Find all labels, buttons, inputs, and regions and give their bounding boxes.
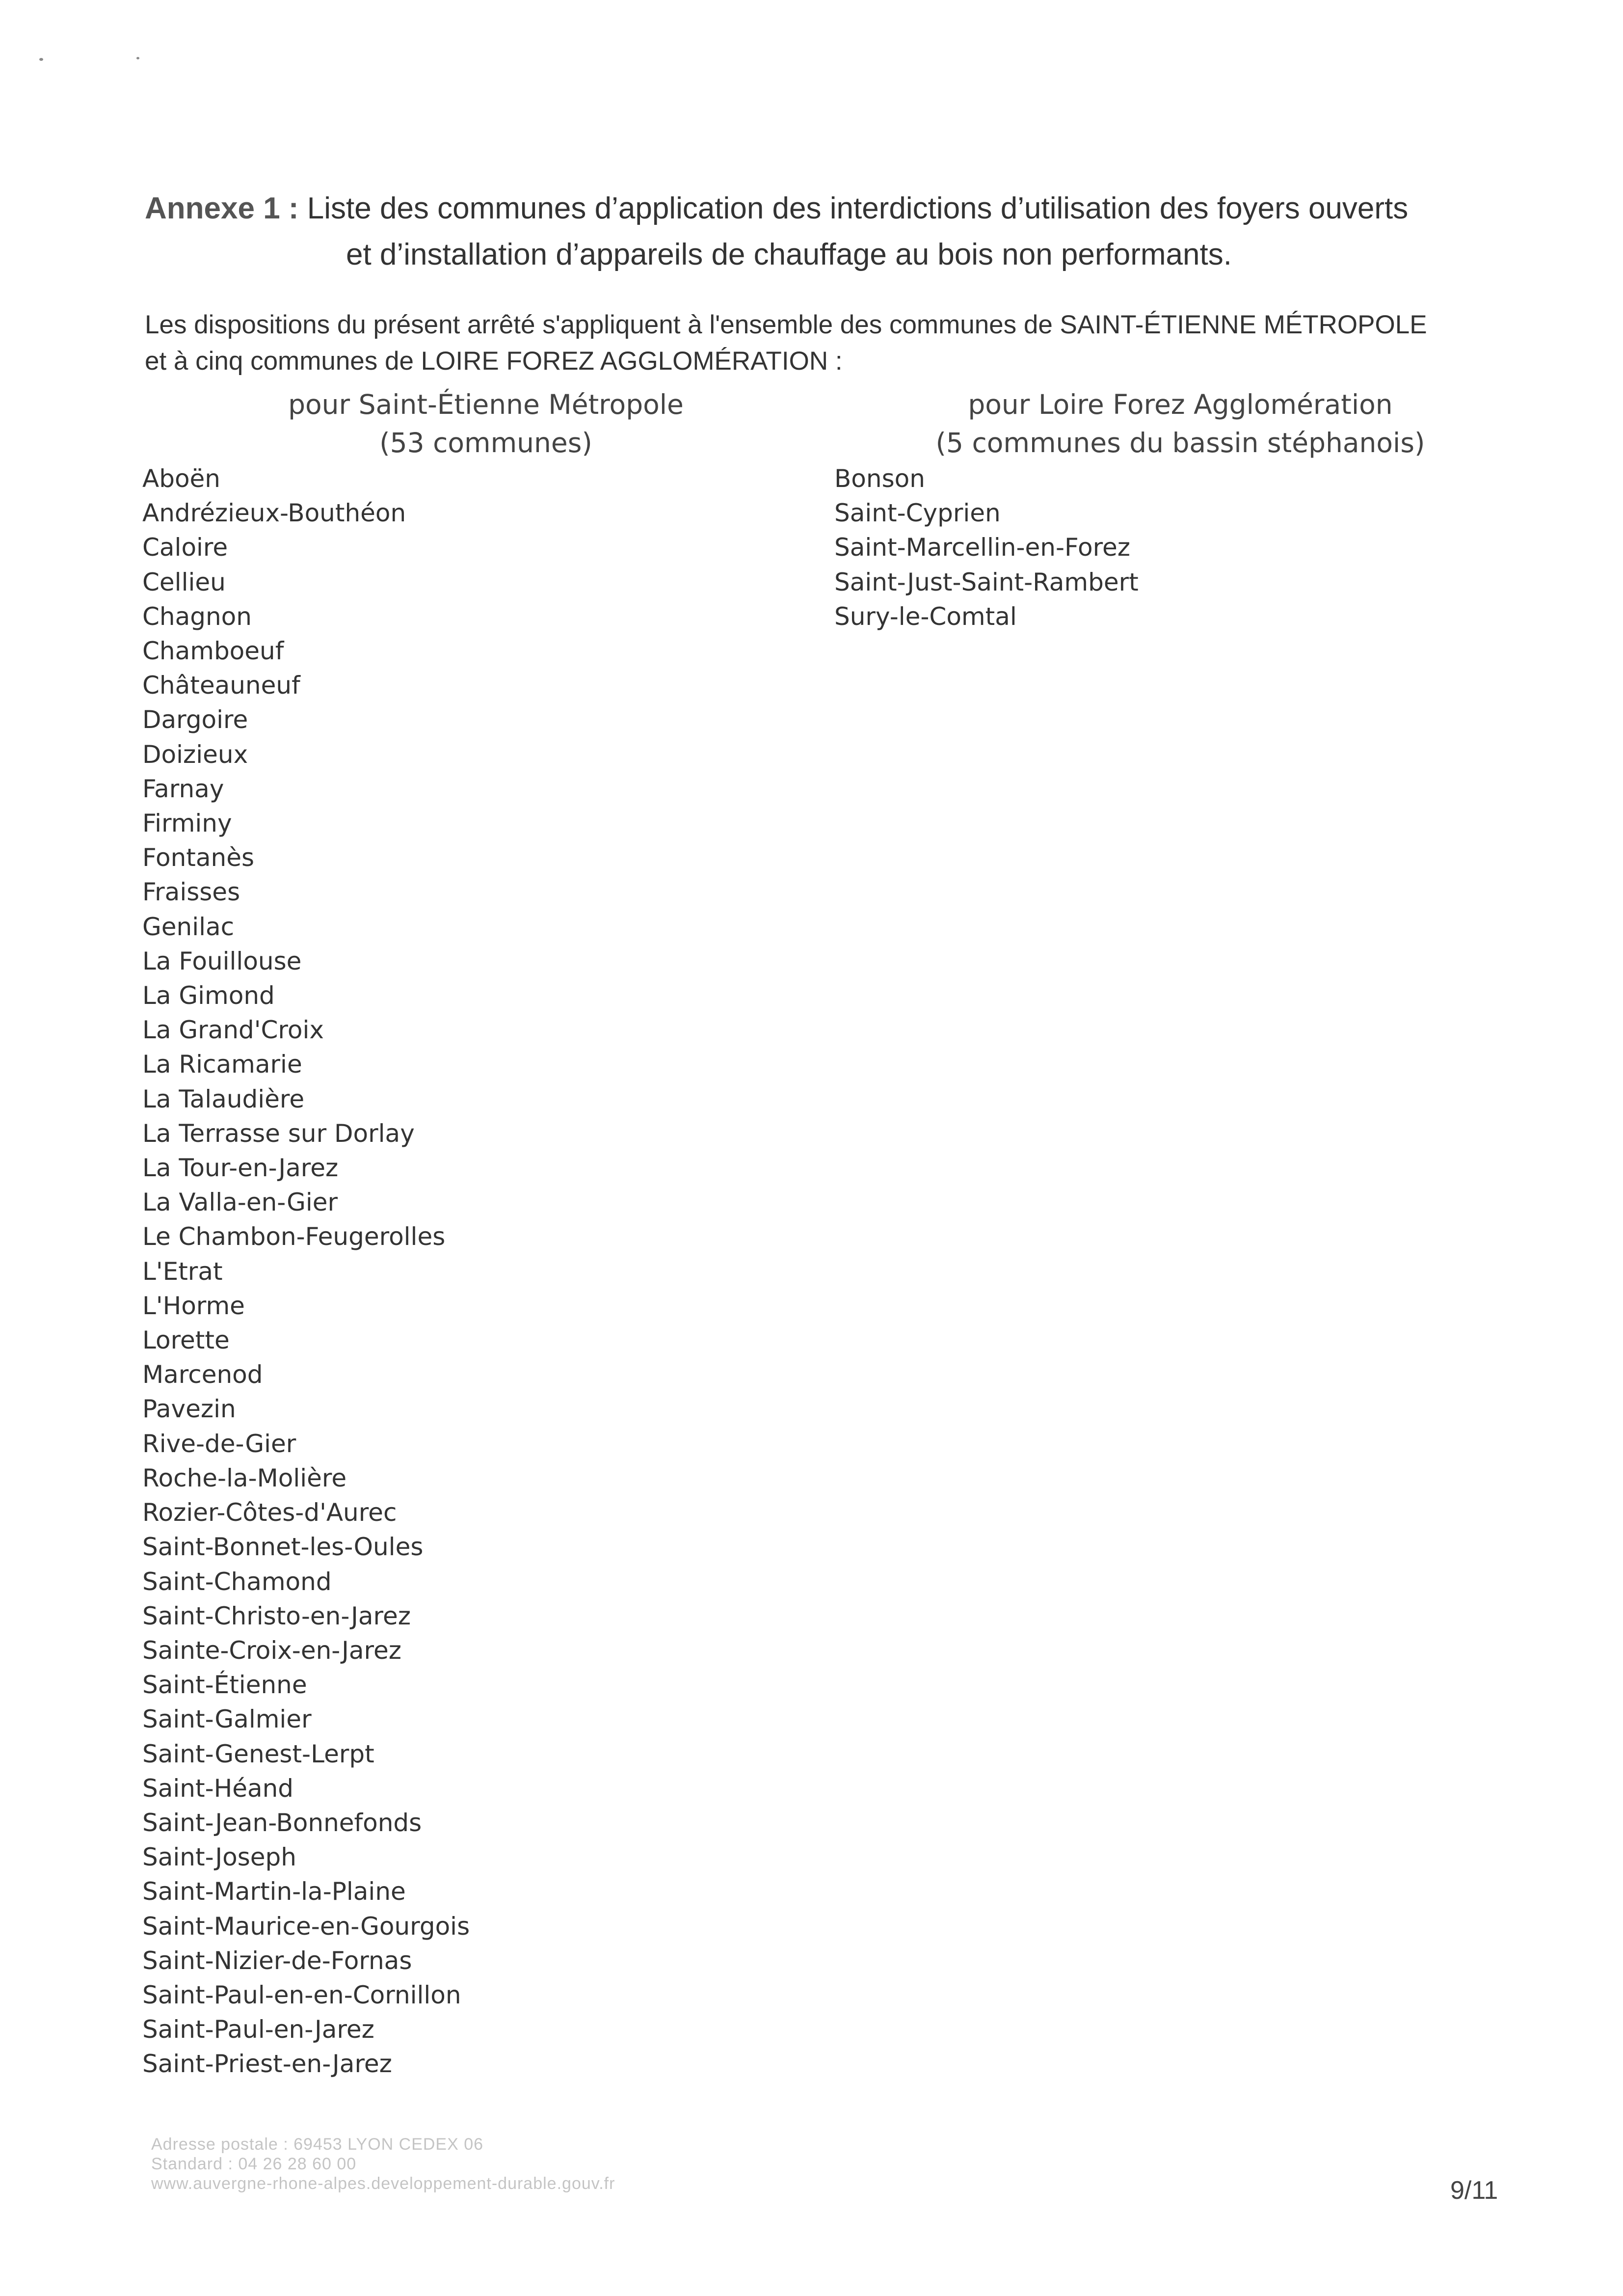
annex-title-line2: et d’installation d’appareils de chauffage au bois non performants. xyxy=(346,238,1232,271)
commune-item: L'Etrat xyxy=(142,1257,223,1286)
left-column-subheading: (53 communes) xyxy=(379,427,592,459)
intro-line1: Les dispositions du présent arrêté s'appliquent à l'ensemble des communes de SAINT-ÉTIENNE MÉTROPOLE xyxy=(145,310,1427,339)
commune-item: Saint-Maurice-en-Gourgois xyxy=(142,1912,470,1941)
footer-phone: Standard : 04 26 28 60 00 xyxy=(151,2155,357,2173)
commune-item: Fraisses xyxy=(142,878,240,907)
commune-item: Roche-la-Molière xyxy=(142,1463,347,1492)
commune-item: Saint-Jean-Bonnefonds xyxy=(142,1808,422,1837)
commune-item: La Terrasse sur Dorlay xyxy=(142,1119,415,1148)
commune-item: La Ricamarie xyxy=(142,1050,302,1079)
commune-item: Farnay xyxy=(142,774,224,803)
commune-item: Fontanès xyxy=(142,843,255,872)
commune-item: Saint-Cyprien xyxy=(834,499,1001,528)
loire-forez-communes-list xyxy=(834,461,1139,634)
commune-item: Genilac xyxy=(142,912,235,941)
commune-item: Saint-Nizier-de-Fornas xyxy=(142,1946,412,1975)
page-number: 9/11 xyxy=(1450,2176,1498,2205)
scan-speck xyxy=(136,57,139,59)
commune-item: La Talaudière xyxy=(142,1084,305,1113)
commune-item: Saint-Priest-en-Jarez xyxy=(142,2050,392,2079)
commune-item: Saint-Joseph xyxy=(142,1843,296,1872)
commune-item: Marcenod xyxy=(142,1360,263,1389)
commune-item: Saint-Just-Saint-Rambert xyxy=(834,567,1139,596)
commune-item: La Gimond xyxy=(142,981,275,1010)
intro-line2: et à cinq communes de LOIRE FOREZ AGGLOMÉRATION : xyxy=(145,347,843,376)
commune-item: Lorette xyxy=(142,1326,230,1355)
commune-item: Saint-Paul-en-en-Cornillon xyxy=(142,1980,461,2009)
commune-item: Saint-Christo-en-Jarez xyxy=(142,1601,411,1630)
left-column-header xyxy=(285,385,687,462)
commune-item: Caloire xyxy=(142,533,228,562)
commune-item: Saint-Chamond xyxy=(142,1567,332,1596)
commune-item: Aboën xyxy=(142,464,220,493)
right-column-header xyxy=(928,385,1433,462)
commune-item: L'Horme xyxy=(142,1291,245,1320)
footer xyxy=(151,2134,615,2193)
commune-item: La Grand'Croix xyxy=(142,1016,324,1045)
commune-item: Châteauneuf xyxy=(142,671,300,700)
saint-etienne-communes-list xyxy=(142,461,470,2081)
commune-item: Doizieux xyxy=(142,740,248,769)
commune-item: Dargoire xyxy=(142,705,248,734)
commune-item: Cellieu xyxy=(142,567,226,596)
commune-item: La Valla-en-Gier xyxy=(142,1188,338,1217)
commune-item: Saint-Martin-la-Plaine xyxy=(142,1877,406,1906)
annex-header xyxy=(145,186,1504,278)
commune-item: Sainte-Croix-en-Jarez xyxy=(142,1636,401,1665)
commune-item: Bonson xyxy=(834,464,925,493)
commune-item: La Tour-en-Jarez xyxy=(142,1154,339,1183)
commune-item: Saint-Galmier xyxy=(142,1705,312,1734)
commune-item: Firminy xyxy=(142,809,232,838)
commune-item: Saint-Paul-en-Jarez xyxy=(142,2015,374,2044)
annex-title-line1: Liste des communes d’application des interdictions d’utilisation des foyers ouverts xyxy=(307,191,1409,225)
commune-item: Saint-Héand xyxy=(142,1774,294,1803)
commune-item: Andrézieux-Bouthéon xyxy=(142,499,406,528)
commune-item: Sury-le-Comtal xyxy=(834,602,1017,631)
commune-item: Chamboeuf xyxy=(142,637,284,666)
commune-item: La Fouillouse xyxy=(142,946,302,975)
commune-item: Rozier-Côtes-d'Aurec xyxy=(142,1498,397,1527)
commune-item: Le Chambon-Feugerolles xyxy=(142,1222,446,1251)
annex-label: Annexe 1 : xyxy=(145,191,299,225)
commune-item: Saint-Genest-Lerpt xyxy=(142,1739,374,1768)
commune-item: Chagnon xyxy=(142,602,252,631)
intro-paragraph xyxy=(145,307,1509,379)
commune-item: Saint-Bonnet-les-Oules xyxy=(142,1533,424,1562)
right-column-subheading: (5 communes du bassin stéphanois) xyxy=(935,427,1425,459)
commune-item: Saint-Marcellin-en-Forez xyxy=(834,533,1131,562)
left-column-heading: pour Saint-Étienne Métropole xyxy=(288,389,684,420)
footer-address: Adresse postale : 69453 LYON CEDEX 06 xyxy=(151,2135,484,2154)
scan-speck xyxy=(39,58,43,61)
commune-item: Pavezin xyxy=(142,1395,236,1424)
commune-item: Saint-Étienne xyxy=(142,1671,307,1700)
right-column-heading: pour Loire Forez Agglomération xyxy=(968,389,1393,420)
footer-website: www.auvergne-rhone-alpes.developpement-durable.gouv.fr xyxy=(151,2174,615,2193)
commune-item: Rive-de-Gier xyxy=(142,1429,296,1458)
